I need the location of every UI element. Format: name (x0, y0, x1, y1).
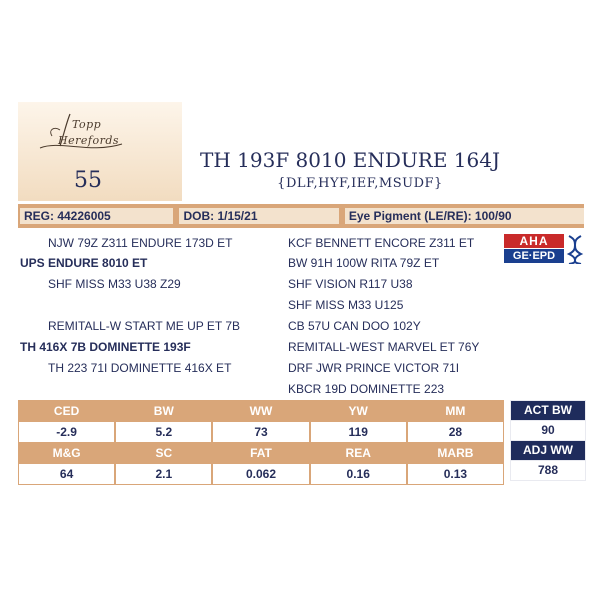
logo-text-topp: Topp (72, 118, 102, 131)
pedigree-ancestor-2: BW 91H 100W RITA 79Z ET (288, 256, 440, 270)
adj-ww-value: 788 (511, 461, 585, 480)
aha-ge-epd-logo (504, 234, 588, 264)
epd-header-sc: SC (116, 443, 211, 463)
topp-herefords-logo (30, 110, 130, 160)
pedigree-ancestor-1: KCF BENNETT ENCORE Z311 ET (288, 236, 475, 250)
pedigree-ancestor-7: DRF JWR PRINCE VICTOR 71I (288, 361, 460, 375)
genetic-tests: {DLF,HYF,IEF,MSUDF} (277, 176, 443, 191)
adj-ww-header: ADJ WW (511, 441, 585, 460)
act-bw-value: 90 (511, 421, 585, 440)
epd-value-row-1 (18, 422, 504, 442)
pedigree-ancestor-8: KBCR 19D DOMINETTE 223 (288, 382, 445, 396)
epd-header-bw: BW (116, 401, 211, 421)
epd-value-bw: 5.2 (116, 422, 211, 442)
epd-header-yw: YW (311, 401, 406, 421)
pedigree-sire-dam: SHF MISS M33 U38 Z29 (48, 277, 181, 291)
pedigree-ancestor-3: SHF VISION R117 U38 (288, 277, 413, 291)
pedigree-ancestor-6: REMITALL-WEST MARVEL ET 76Y (288, 340, 480, 354)
info-bar (18, 204, 584, 228)
pedigree-ancestor-5: CB 57U CAN DOO 102Y (288, 319, 421, 333)
pedigree-dam-dam: TH 223 71I DOMINETTE 416X ET (48, 361, 232, 375)
pedigree-dam: TH 416X 7B DOMINETTE 193F (20, 340, 191, 354)
epd-header-row-2 (18, 443, 504, 463)
pedigree-dam-sire: REMITALL-W START ME UP ET 7B (48, 319, 241, 333)
dna-helix-icon (566, 234, 584, 264)
epd-value-yw: 119 (311, 422, 406, 442)
date-of-birth: DOB: 1/15/21 (179, 208, 338, 224)
pedigree-sire: UPS ENDURE 8010 ET (20, 256, 148, 270)
animal-name: TH 193F 8010 ENDURE 164J (200, 148, 500, 172)
epd-value-ced: -2.9 (19, 422, 114, 442)
epd-header-ced: CED (19, 401, 114, 421)
epd-value-row-2 (18, 464, 504, 484)
epd-value-mm: 28 (408, 422, 503, 442)
lot-number: 55 (74, 168, 102, 193)
epd-value-sc: 2.1 (116, 464, 211, 484)
eye-pigment: Eye Pigment (LE/RE): 100/90 (345, 208, 584, 224)
epd-header-mm: MM (408, 401, 503, 421)
epd-value-marb: 0.13 (408, 464, 503, 484)
act-bw-header: ACT BW (511, 401, 585, 420)
epd-value-rea: 0.16 (311, 464, 406, 484)
epd-header-marb: MARB (408, 443, 503, 463)
epd-header-row-1 (18, 401, 504, 421)
epd-value-ww: 73 (213, 422, 308, 442)
epd-header-fat: FAT (213, 443, 308, 463)
epd-header-rea: REA (311, 443, 406, 463)
logo-text-herefords: Herefords (58, 134, 120, 147)
epd-header-ww: WW (213, 401, 308, 421)
aha-text: AHA (504, 234, 564, 248)
pedigree-ancestor-4: SHF MISS M33 U125 (288, 298, 404, 312)
ge-epd-text: GE·EPD (504, 249, 564, 263)
epd-value-fat: 0.062 (213, 464, 308, 484)
pedigree-sire-sire: NJW 79Z Z311 ENDURE 173D ET (48, 236, 233, 250)
epd-header-mg: M&G (19, 443, 114, 463)
epd-table (18, 400, 504, 485)
epd-value-mg: 64 (19, 464, 114, 484)
registration-number: REG: 44226005 (20, 208, 173, 224)
weights-table (510, 400, 586, 481)
